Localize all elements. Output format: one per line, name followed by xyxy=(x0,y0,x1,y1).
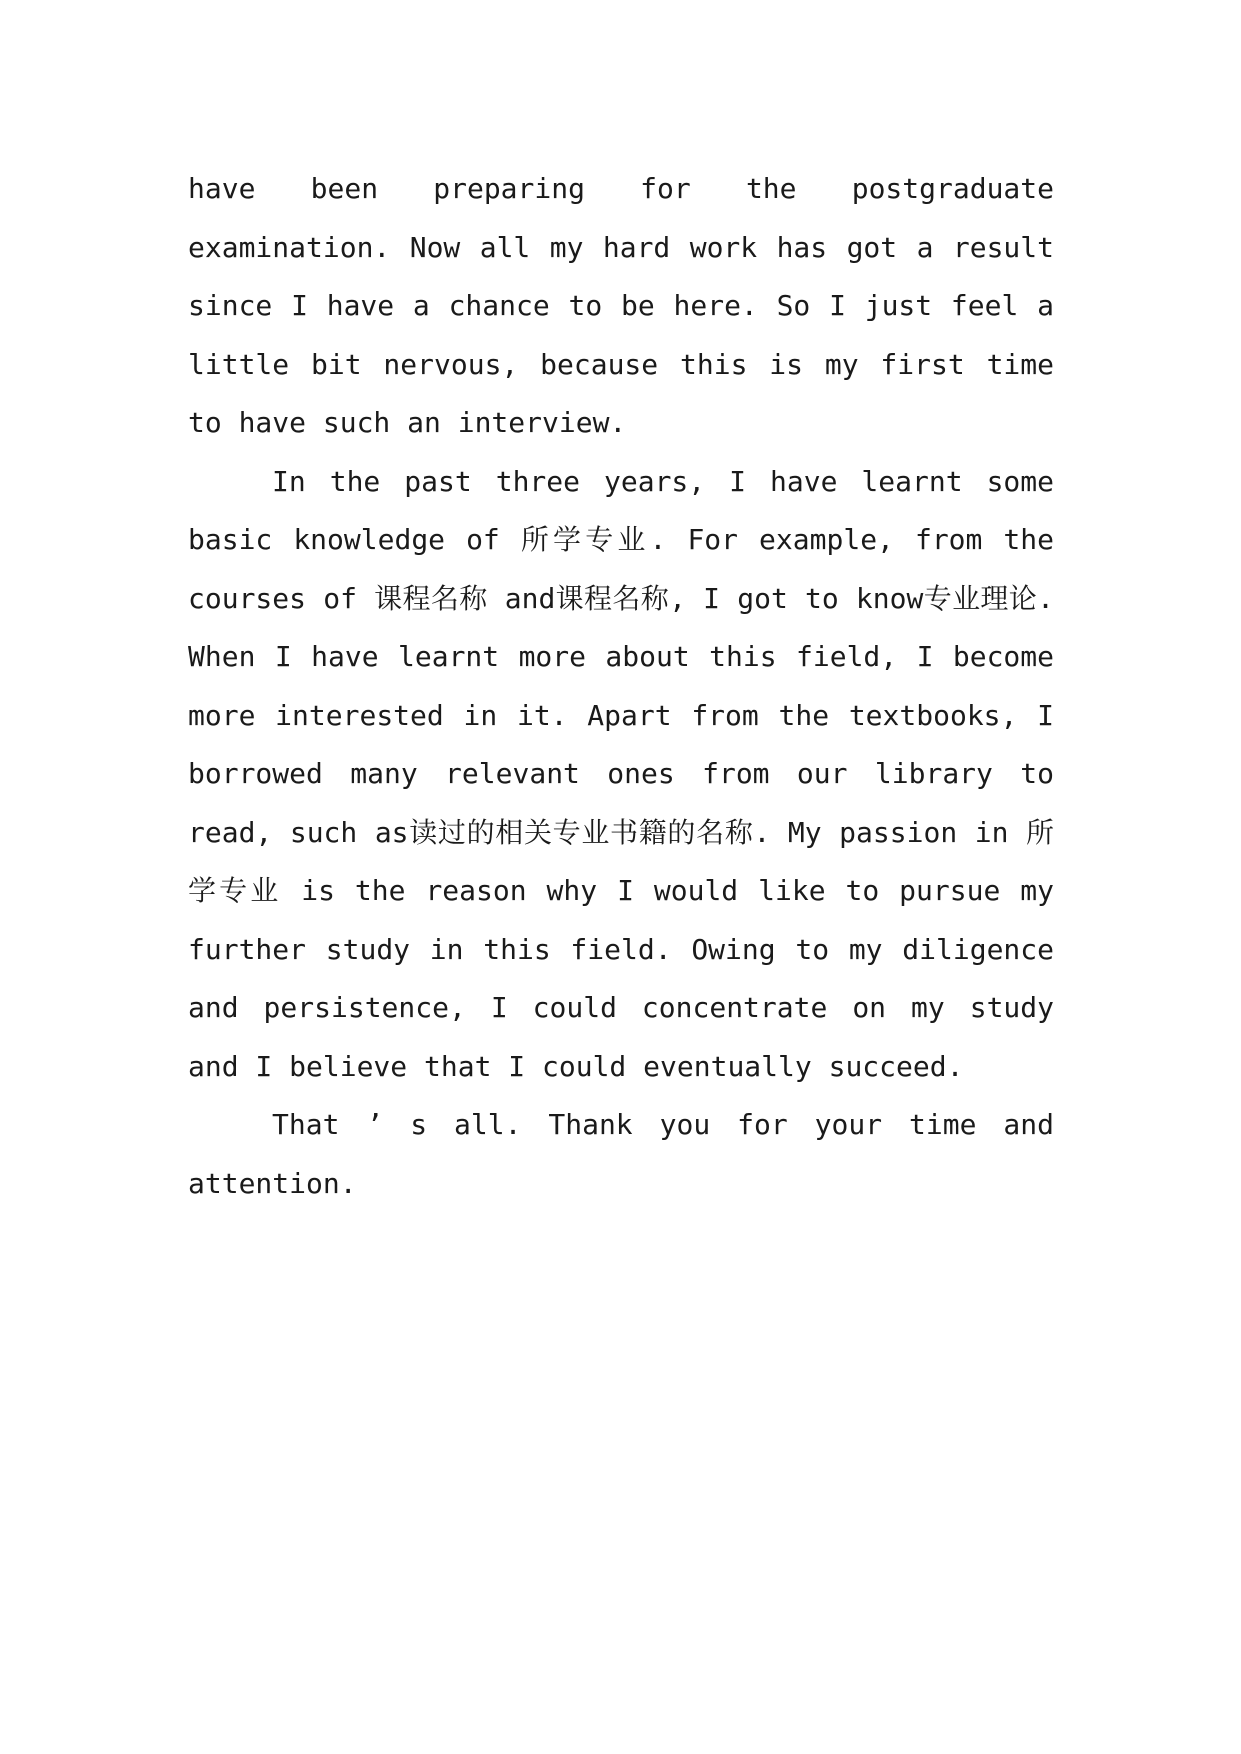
document-body xyxy=(188,160,1054,1213)
paragraph-continuation: have been preparing for the postgraduate examination. Now all my hard work has got a result since I have a chance to be here. So I just feel a little bit nervous, because this is my first time to have such an interview. xyxy=(188,172,1054,439)
paragraph-study-background: In the past three years, I have learnt some basic knowledge of 所学专业. For example, from the courses of 课程名称 and课程名称, I got to know专业理论. When I have learnt more about this field, I become more interested in it. Apart from the textbooks, I borrowed many relevant ones from our library to read, such as读过的相关专业书籍的名称. My passion in 所学专业 is the reason why I would like to pursue my further study in this field. Owing to my diligence and persistence, I could concentrate on my study and I believe that I could eventually succeed. xyxy=(188,464,1054,1083)
paragraph-closing: That ’ s all. Thank you for your time and attention. xyxy=(188,1108,1054,1200)
